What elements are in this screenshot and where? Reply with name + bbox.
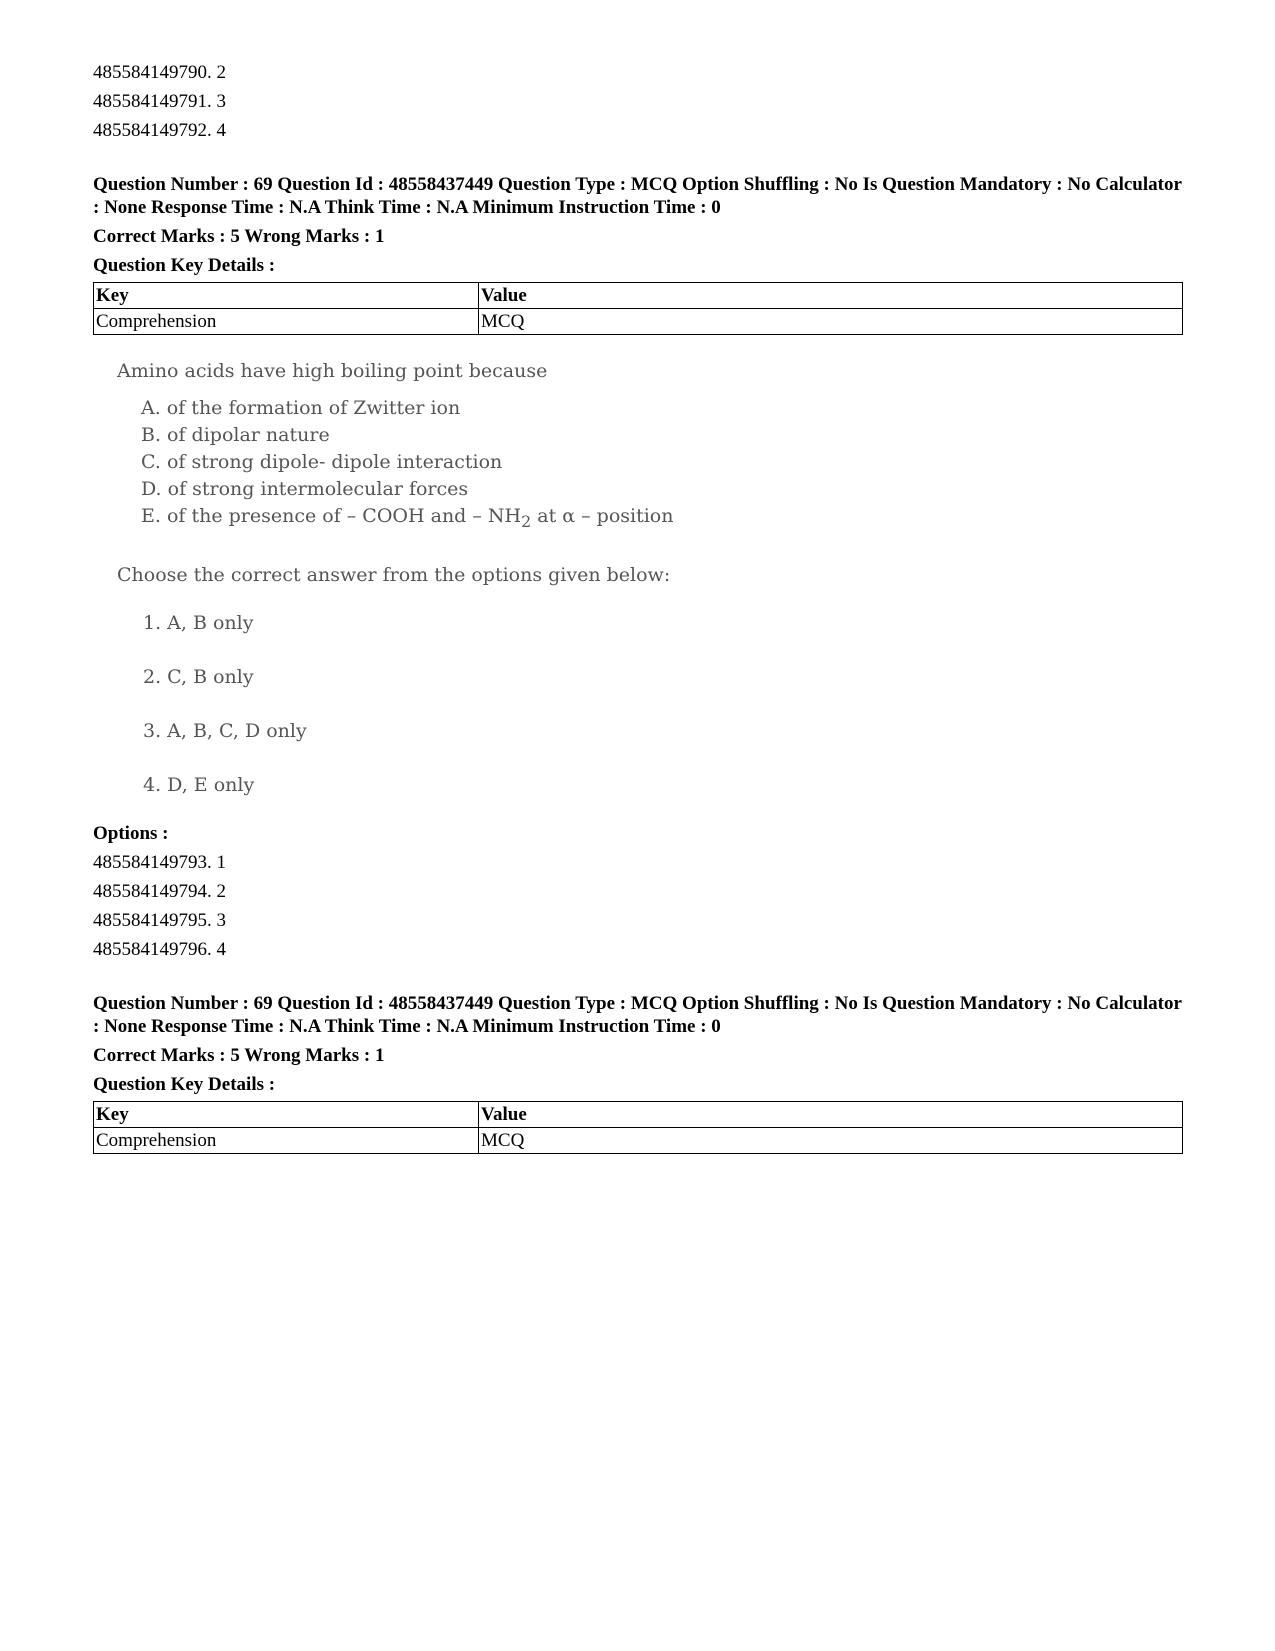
choice-item: 3. A, B, C, D only	[143, 719, 307, 742]
statement-item: B. of dipolar nature	[141, 424, 330, 446]
statement-item: C. of strong dipole- dipole interaction	[141, 451, 503, 473]
statement-item	[141, 503, 1183, 535]
question-meta: Question Number : 69 Question Id : 48558437449 Question Type : MCQ Option Shuffling : No Is Question Mandatory : No Calculator : None Response Time : N.A Think Time : N.A Minimum Instruction Time : 0	[93, 174, 1182, 218]
previous-options-list	[93, 58, 1183, 145]
key-header-cell: Key	[94, 283, 479, 309]
key-details-table	[93, 282, 1183, 335]
value-header-cell: Value	[479, 1101, 1183, 1127]
question-header	[93, 173, 1183, 219]
option-line: 485584149793. 1	[93, 851, 226, 873]
option-line: 485584149790. 2	[93, 62, 226, 83]
question-stem: Amino acids have high boiling point because	[117, 360, 548, 382]
key-details-table	[93, 1101, 1183, 1154]
value-cell: MCQ	[479, 1127, 1183, 1153]
marks-line: Correct Marks : 5 Wrong Marks : 1	[93, 1044, 385, 1066]
key-details-label: Question Key Details :	[93, 1073, 276, 1095]
key-details-label: Question Key Details :	[93, 255, 276, 276]
choice-item: 4. D, E only	[143, 773, 255, 796]
statement-e-tail: at α – position	[531, 505, 674, 527]
key-cell: Comprehension	[94, 309, 479, 335]
option-line: 485584149796. 4	[93, 938, 226, 960]
statement-item: A. of the formation of Zwitter ion	[141, 397, 461, 419]
statement-item: D. of strong intermolecular forces	[141, 478, 469, 500]
statement-e-text: E. of the presence of – COOH and – NH	[141, 505, 522, 527]
question-meta: Question Number : 69 Question Id : 48558437449 Question Type : MCQ Option Shuffling : No Is Question Mandatory : No Calculator : None Response Time : N.A Think Time : N.A Minimum Instruction Time : 0	[93, 992, 1182, 1037]
question-header	[93, 992, 1183, 1038]
table-row	[94, 309, 1183, 335]
choice-item: 1. A, B only	[143, 611, 254, 634]
choose-instruction: Choose the correct answer from the options given below:	[117, 563, 671, 586]
question-image	[117, 347, 1183, 815]
table-header-row	[94, 1101, 1183, 1127]
marks-line: Correct Marks : 5 Wrong Marks : 1	[93, 226, 385, 247]
question-block	[93, 173, 1183, 964]
table-row	[94, 1127, 1183, 1153]
subscript: 2	[521, 511, 532, 531]
value-header-cell: Value	[479, 283, 1183, 309]
option-line: 485584149792. 4	[93, 120, 226, 141]
option-line: 485584149794. 2	[93, 880, 226, 902]
table-header-row	[94, 283, 1183, 309]
option-line: 485584149795. 3	[93, 909, 226, 931]
document-page	[93, 58, 1183, 1154]
value-cell: MCQ	[479, 309, 1183, 335]
choice-item: 2. C, B only	[143, 665, 254, 688]
key-cell: Comprehension	[94, 1127, 479, 1153]
question-block	[93, 992, 1183, 1154]
key-header-cell: Key	[94, 1101, 479, 1127]
options-label: Options :	[93, 822, 169, 844]
option-line: 485584149791. 3	[93, 91, 226, 112]
